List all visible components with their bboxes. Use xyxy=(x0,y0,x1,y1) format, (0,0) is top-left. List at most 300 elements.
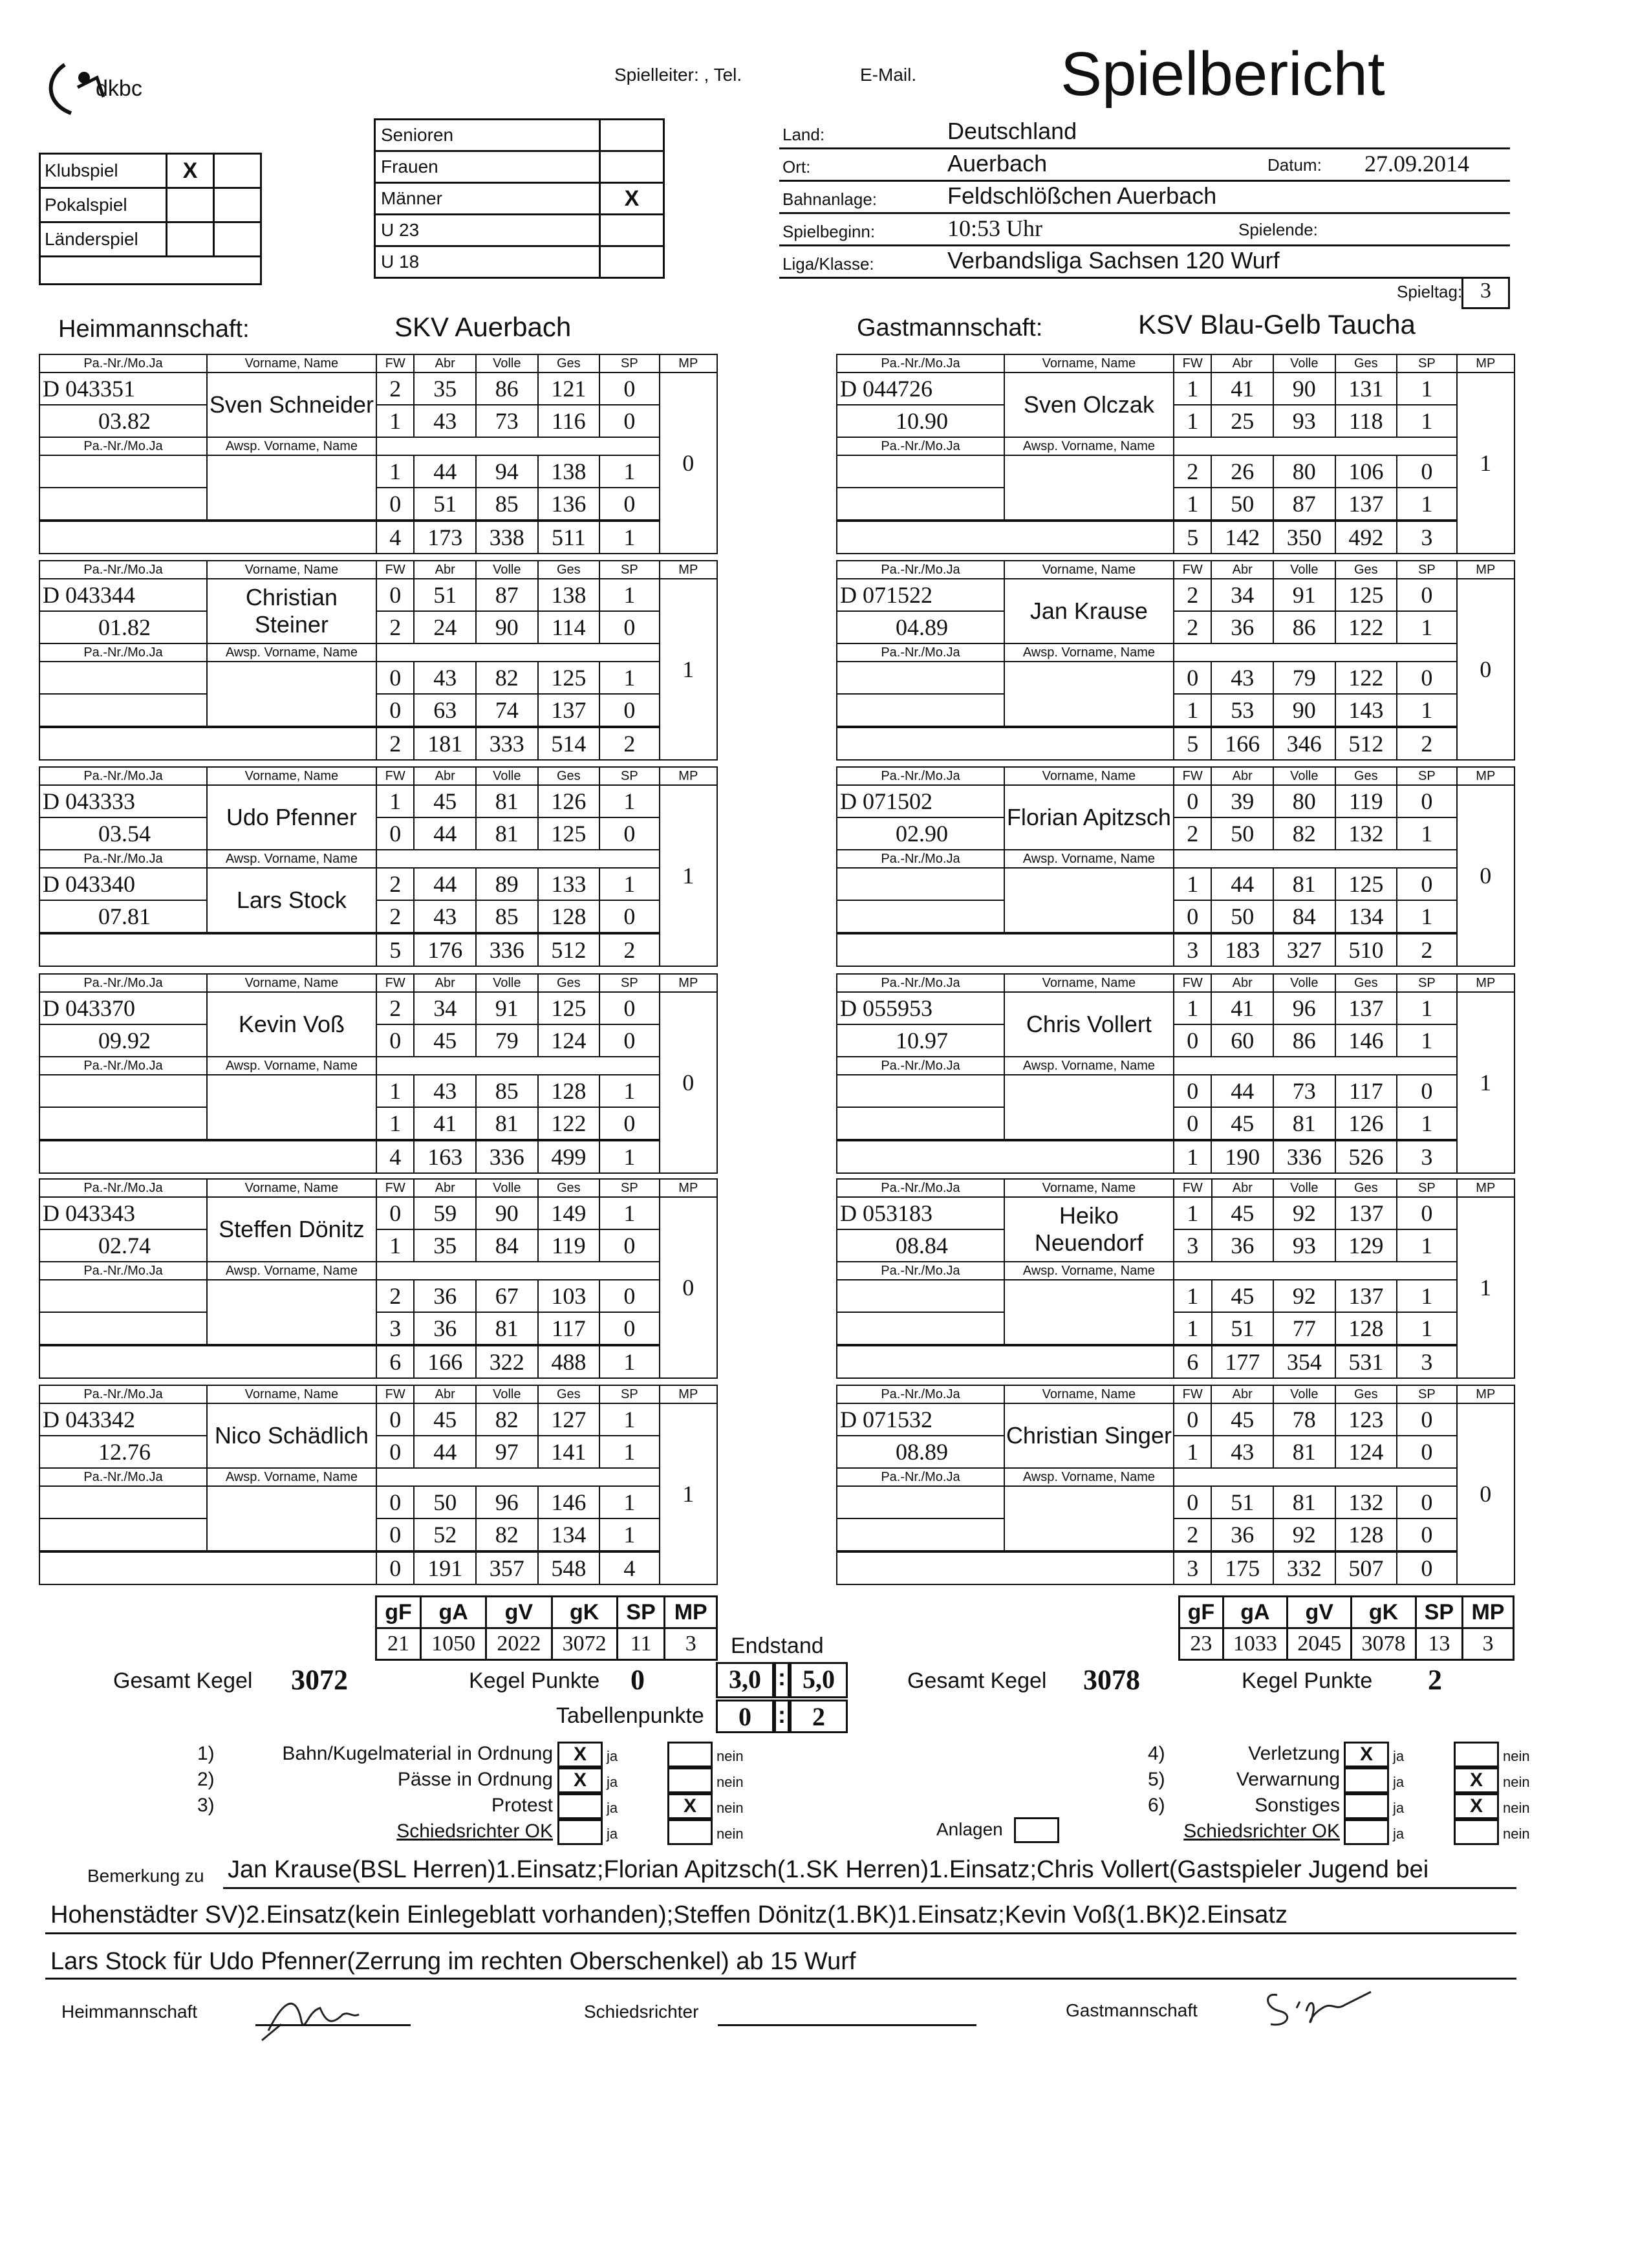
check-ja-box[interactable]: X xyxy=(1344,1742,1389,1767)
score-cell: 44 xyxy=(414,817,476,850)
home-total: 21 xyxy=(376,1628,421,1660)
total-cell: 163 xyxy=(414,1140,476,1173)
score-cell: 0 xyxy=(599,992,659,1024)
score-cell: 74 xyxy=(476,694,538,727)
score-cell: 0 xyxy=(1174,662,1212,694)
score-cell: 1 xyxy=(376,785,415,817)
endstand-home: 3,0 xyxy=(716,1662,774,1698)
header-awsp: Awsp. Vorname, Name xyxy=(207,437,376,455)
score-cell: 0 xyxy=(1174,1024,1212,1057)
header-fw: FW xyxy=(376,1385,415,1403)
score-cell: 51 xyxy=(414,579,476,611)
check-nein-box[interactable] xyxy=(667,1819,713,1845)
total-cell: 531 xyxy=(1335,1345,1397,1378)
header-sp: SP xyxy=(1397,561,1456,579)
home-player-table xyxy=(39,1385,718,1585)
score-cell: 1 xyxy=(599,1486,659,1518)
score-cell: 1 xyxy=(1397,611,1456,643)
score-cell: 1 xyxy=(1174,373,1212,405)
score-cell: 91 xyxy=(476,992,538,1024)
score-cell: 103 xyxy=(538,1280,600,1312)
score-cell: 43 xyxy=(414,662,476,694)
score-cell: 2 xyxy=(1174,817,1212,850)
header-pa: Pa.-Nr./Mo.Ja xyxy=(39,974,207,992)
score-cell: 1 xyxy=(599,455,659,488)
header-fw: FW xyxy=(1174,974,1212,992)
sub-id xyxy=(39,1075,207,1107)
score-cell: 1 xyxy=(1174,1436,1212,1468)
score-cell: 117 xyxy=(538,1312,600,1345)
remarks-label: Bemerkung zu xyxy=(87,1866,204,1886)
totals-head: gA xyxy=(420,1597,486,1628)
player-id: D 043351 xyxy=(39,373,207,405)
check-nein-box[interactable] xyxy=(667,1767,713,1793)
score-cell: 60 xyxy=(1211,1024,1273,1057)
header-mp: MP xyxy=(660,561,717,579)
score-cell: 36 xyxy=(1212,1229,1274,1262)
score-cell: 122 xyxy=(1335,611,1397,643)
home-player-table xyxy=(39,973,718,1174)
category-label: U 23 xyxy=(375,215,600,246)
header-fw: FW xyxy=(1174,1179,1212,1197)
endstand-guest: 5,0 xyxy=(790,1662,848,1698)
score-cell: 81 xyxy=(476,785,538,817)
score-cell: 67 xyxy=(476,1280,538,1312)
player-name: Sven Schneider xyxy=(207,373,376,437)
player-mp: 1 xyxy=(1457,373,1514,554)
sub-name xyxy=(207,1075,376,1140)
header-pa: Pa.-Nr./Mo.Ja xyxy=(837,437,1004,455)
check-ja-box[interactable] xyxy=(1344,1819,1389,1845)
home-kp-value: 0 xyxy=(630,1664,645,1696)
nein-label: nein xyxy=(1503,1800,1530,1816)
beginn-value: 10:53 Uhr xyxy=(947,215,1042,241)
header-abr: Abr xyxy=(1211,1385,1273,1403)
header-pa: Pa.-Nr./Mo.Ja xyxy=(837,354,1004,373)
nein-label: nein xyxy=(1503,1774,1530,1790)
header-pa: Pa.-Nr./Mo.Ja xyxy=(39,767,207,785)
score-cell: 0 xyxy=(1397,1197,1456,1229)
total-cell: 510 xyxy=(1335,933,1397,966)
header-fw: FW xyxy=(376,974,415,992)
remarks-line-1: Jan Krause(BSL Herren)1.Einsatz;Florian Apitzsch(1.SK Herren)1.Einsatz;Chris Vollert(Gastspieler Jugend bei xyxy=(228,1856,1429,1883)
sub-name: Lars Stock xyxy=(207,868,376,933)
guest-team-label: Gastmannschaft: xyxy=(857,314,1043,341)
score-cell: 90 xyxy=(476,1197,538,1229)
score-cell: 51 xyxy=(414,488,476,521)
score-cell: 52 xyxy=(414,1518,476,1551)
player-name: Christian Singer xyxy=(1004,1403,1174,1468)
player-id: D 043370 xyxy=(39,992,207,1024)
header-sp: SP xyxy=(599,354,659,373)
total-cell: 6 xyxy=(1174,1345,1212,1378)
score-cell: 0 xyxy=(1397,868,1456,900)
score-cell: 44 xyxy=(1211,868,1273,900)
header-volle: Volle xyxy=(1273,354,1335,373)
sub-year xyxy=(837,1107,1004,1140)
score-cell: 43 xyxy=(414,900,476,933)
sub-id xyxy=(837,1486,1004,1518)
guest-player-table xyxy=(836,1178,1515,1379)
check-nein-box[interactable]: X xyxy=(667,1793,713,1819)
header-name: Vorname, Name xyxy=(1004,974,1174,992)
score-cell: 36 xyxy=(414,1280,476,1312)
score-cell: 26 xyxy=(1211,455,1273,488)
player-id: D 043344 xyxy=(39,579,207,611)
header-pa: Pa.-Nr./Mo.Ja xyxy=(837,974,1004,992)
header-mp: MP xyxy=(1457,1179,1514,1197)
header-abr: Abr xyxy=(1212,1179,1274,1197)
score-cell: 1 xyxy=(599,785,659,817)
score-cell: 1 xyxy=(1397,1312,1456,1345)
score-cell: 81 xyxy=(476,1312,538,1345)
ja-label: ja xyxy=(607,1800,618,1816)
home-total: 3072 xyxy=(552,1628,617,1660)
sub-name xyxy=(1004,1486,1174,1551)
guest-player-table xyxy=(836,354,1515,554)
score-cell: 0 xyxy=(376,579,415,611)
score-cell: 122 xyxy=(538,1107,600,1140)
match-type-row xyxy=(40,222,261,257)
check-ja-box[interactable]: X xyxy=(557,1742,603,1767)
score-cell: 0 xyxy=(1397,1075,1456,1107)
header-abr: Abr xyxy=(1211,561,1273,579)
score-cell: 1 xyxy=(1397,694,1456,727)
header-sp: SP xyxy=(599,974,659,992)
score-cell: 36 xyxy=(1211,611,1273,643)
header-fw: FW xyxy=(376,354,415,373)
score-cell: 2 xyxy=(1174,611,1212,643)
home-gesamt-value: 3072 xyxy=(291,1664,348,1696)
score-cell: 0 xyxy=(1397,1436,1456,1468)
player-name: Nico Schädlich xyxy=(207,1403,376,1468)
sub-year xyxy=(39,1107,207,1140)
sub-year xyxy=(837,694,1004,727)
player-id: D 043342 xyxy=(39,1403,207,1436)
check-label: Schiedsrichter OK xyxy=(396,1820,553,1842)
score-cell: 25 xyxy=(1211,405,1273,437)
guest-gesamt-label: Gesamt Kegel xyxy=(907,1669,1047,1693)
ja-label: ja xyxy=(1393,1800,1405,1816)
check-nein-box[interactable] xyxy=(667,1742,713,1767)
total-cell: 499 xyxy=(538,1140,600,1173)
score-cell: 125 xyxy=(538,817,600,850)
check-ja-box[interactable] xyxy=(557,1793,603,1819)
score-cell: 59 xyxy=(414,1197,476,1229)
header-abr: Abr xyxy=(414,354,476,373)
score-cell: 1 xyxy=(376,1229,415,1262)
guest-signature-label: Gastmannschaft xyxy=(1066,2000,1198,2020)
guest-player-table xyxy=(836,560,1515,761)
total-cell: 332 xyxy=(1273,1551,1335,1584)
score-cell: 0 xyxy=(1397,1518,1456,1551)
score-cell: 0 xyxy=(376,694,415,727)
score-cell: 63 xyxy=(414,694,476,727)
score-cell: 90 xyxy=(476,611,538,643)
header-volle: Volle xyxy=(476,561,538,579)
match-type-mark xyxy=(167,222,214,257)
score-cell: 1 xyxy=(1397,1107,1456,1140)
score-cell: 1 xyxy=(376,405,415,437)
match-type-label: Länderspiel xyxy=(40,222,167,257)
total-cell: 177 xyxy=(1212,1345,1274,1378)
score-cell: 2 xyxy=(376,373,415,405)
sub-id xyxy=(39,1280,207,1312)
header-mp: MP xyxy=(1457,767,1514,785)
header-pa: Pa.-Nr./Mo.Ja xyxy=(39,1468,207,1486)
category-label: Senioren xyxy=(375,120,600,151)
score-cell: 36 xyxy=(1211,1518,1273,1551)
score-cell: 90 xyxy=(1273,694,1335,727)
total-cell: 488 xyxy=(538,1345,600,1378)
header-mp: MP xyxy=(660,354,717,373)
sub-name xyxy=(207,1486,376,1551)
totals-head: gA xyxy=(1223,1597,1287,1628)
player-year: 02.74 xyxy=(39,1229,207,1262)
score-cell: 125 xyxy=(1335,579,1397,611)
check-nein-box[interactable]: X xyxy=(1454,1793,1499,1819)
header-fw: FW xyxy=(376,1179,415,1197)
score-cell: 1 xyxy=(376,1107,415,1140)
header-awsp: Awsp. Vorname, Name xyxy=(207,1057,376,1075)
remarks-line-2: Hohenstädter SV)2.Einsatz(kein Einlegeblatt vorhanden);Steffen Dönitz(1.BK)1.Einsatz;Kevin Voß(1.BK)2.Einsatz xyxy=(50,1901,1288,1928)
guest-team-name: KSV Blau-Gelb Taucha xyxy=(1138,309,1416,340)
score-cell: 0 xyxy=(1174,900,1212,933)
header-volle: Volle xyxy=(1273,1385,1335,1403)
score-cell: 1 xyxy=(1397,1024,1456,1057)
ort-value: Auerbach xyxy=(947,150,1048,177)
score-cell: 1 xyxy=(1397,817,1456,850)
check-ja-box[interactable]: X xyxy=(557,1767,603,1793)
score-cell: 114 xyxy=(538,611,600,643)
score-cell: 0 xyxy=(599,1024,659,1057)
header-sp: SP xyxy=(1397,354,1456,373)
player-name: Christian Steiner xyxy=(207,579,376,643)
score-cell: 87 xyxy=(1273,488,1335,521)
header-ges: Ges xyxy=(538,1179,600,1197)
score-cell: 125 xyxy=(538,662,600,694)
score-cell: 146 xyxy=(1335,1024,1397,1057)
match-type-label: Klubspiel xyxy=(40,154,167,188)
header-ges: Ges xyxy=(538,974,600,992)
tab-label: Tabellenpunkte xyxy=(556,1703,704,1728)
player-name: Steffen Dönitz xyxy=(207,1197,376,1262)
header-pa: Pa.-Nr./Mo.Ja xyxy=(39,354,207,373)
totals-head: MP xyxy=(1462,1597,1513,1628)
ja-label: ja xyxy=(607,1774,618,1790)
header-mp: MP xyxy=(1457,561,1514,579)
category-mark xyxy=(600,151,664,183)
score-cell: 1 xyxy=(1174,992,1212,1024)
player-id: D 071522 xyxy=(837,579,1004,611)
score-cell: 92 xyxy=(1273,1197,1335,1229)
header-ges: Ges xyxy=(1335,1385,1397,1403)
total-cell: 1 xyxy=(599,1345,659,1378)
header-awsp: Awsp. Vorname, Name xyxy=(1004,1057,1174,1075)
total-cell: 333 xyxy=(476,727,538,760)
header-pa: Pa.-Nr./Mo.Ja xyxy=(837,643,1004,662)
header-name: Vorname, Name xyxy=(1004,354,1174,373)
home-player-table xyxy=(39,766,718,967)
score-cell: 0 xyxy=(376,1486,415,1518)
home-player-table xyxy=(39,1178,718,1379)
score-cell: 0 xyxy=(599,694,659,727)
score-cell: 1 xyxy=(1397,1229,1456,1262)
score-cell: 73 xyxy=(1273,1075,1335,1107)
score-cell: 81 xyxy=(1273,1486,1335,1518)
header-name: Vorname, Name xyxy=(1004,767,1174,785)
score-cell: 24 xyxy=(414,611,476,643)
check-number: 4) xyxy=(1148,1743,1165,1764)
score-cell: 43 xyxy=(414,1075,476,1107)
total-cell: 4 xyxy=(376,1140,415,1173)
score-cell: 34 xyxy=(1211,579,1273,611)
header-sp: SP xyxy=(599,1385,659,1403)
guest-totals-table xyxy=(1178,1595,1514,1661)
category-mark: X xyxy=(600,183,664,215)
score-cell: 126 xyxy=(538,785,600,817)
score-cell: 1 xyxy=(1397,373,1456,405)
score-cell: 82 xyxy=(476,662,538,694)
header-awsp: Awsp. Vorname, Name xyxy=(1004,1262,1174,1280)
score-cell: 3 xyxy=(376,1312,415,1345)
score-cell: 138 xyxy=(538,579,600,611)
score-cell: 50 xyxy=(1211,488,1273,521)
score-cell: 1 xyxy=(1397,900,1456,933)
score-cell: 44 xyxy=(414,455,476,488)
total-cell: 512 xyxy=(538,933,600,966)
header-pa: Pa.-Nr./Mo.Ja xyxy=(39,1262,207,1280)
player-id: D 071532 xyxy=(837,1403,1004,1436)
check-ja-box[interactable] xyxy=(557,1819,603,1845)
score-cell: 1 xyxy=(599,662,659,694)
header-awsp: Awsp. Vorname, Name xyxy=(1004,1468,1174,1486)
total-cell: 2 xyxy=(1397,727,1456,760)
score-cell: 143 xyxy=(1335,694,1397,727)
header-name: Vorname, Name xyxy=(207,354,376,373)
header-mp: MP xyxy=(1457,974,1514,992)
total-cell: 350 xyxy=(1273,521,1335,554)
header-volle: Volle xyxy=(476,767,538,785)
score-cell: 128 xyxy=(1335,1312,1397,1345)
total-cell: 2 xyxy=(599,727,659,760)
total-cell: 336 xyxy=(476,1140,538,1173)
score-cell: 50 xyxy=(414,1486,476,1518)
check-ja-box[interactable] xyxy=(1344,1767,1389,1793)
header-volle: Volle xyxy=(476,974,538,992)
check-label: Verwarnung xyxy=(1236,1769,1340,1790)
header-volle: Volle xyxy=(1273,974,1335,992)
header-awsp: Awsp. Vorname, Name xyxy=(207,1468,376,1486)
player-id: D 053183 xyxy=(837,1197,1004,1229)
anlagen-box xyxy=(1014,1817,1059,1843)
score-cell: 0 xyxy=(376,1197,415,1229)
header-fw: FW xyxy=(1174,354,1212,373)
score-cell: 1 xyxy=(599,1518,659,1551)
score-cell: 2 xyxy=(1174,1518,1212,1551)
score-cell: 44 xyxy=(414,1436,476,1468)
score-cell: 1 xyxy=(599,868,659,900)
score-cell: 1 xyxy=(1174,1197,1212,1229)
home-total: 11 xyxy=(617,1628,665,1660)
score-cell: 0 xyxy=(1397,1403,1456,1436)
sub-id xyxy=(837,1075,1004,1107)
sub-id xyxy=(837,455,1004,488)
score-cell: 0 xyxy=(376,817,415,850)
score-cell: 45 xyxy=(1211,1107,1273,1140)
header-name: Vorname, Name xyxy=(207,561,376,579)
total-cell: 181 xyxy=(414,727,476,760)
check-label: Bahn/Kugelmaterial in Ordnung xyxy=(282,1743,553,1764)
score-cell: 0 xyxy=(599,405,659,437)
guest-kp-value: 2 xyxy=(1428,1664,1442,1696)
header-ges: Ges xyxy=(1335,1179,1397,1197)
total-cell: 0 xyxy=(1397,1551,1456,1584)
header-pa: Pa.-Nr./Mo.Ja xyxy=(39,437,207,455)
player-mp: 0 xyxy=(1457,579,1514,760)
player-id: D 044726 xyxy=(837,373,1004,405)
score-cell: 79 xyxy=(476,1024,538,1057)
score-cell: 1 xyxy=(376,1075,415,1107)
score-cell: 45 xyxy=(1212,1280,1274,1312)
spielleiter-label: Spielleiter: , Tel. xyxy=(614,65,742,85)
score-cell: 34 xyxy=(414,992,476,1024)
totals-head: gF xyxy=(376,1597,421,1628)
total-cell: 6 xyxy=(376,1345,415,1378)
player-name: Jan Krause xyxy=(1004,579,1174,643)
sub-year xyxy=(837,1312,1004,1345)
total-cell: 176 xyxy=(414,933,476,966)
score-cell: 45 xyxy=(414,1024,476,1057)
score-cell: 45 xyxy=(414,1403,476,1436)
guest-total: 23 xyxy=(1180,1628,1223,1660)
score-cell: 41 xyxy=(414,1107,476,1140)
check-nein-box[interactable]: X xyxy=(1454,1767,1499,1793)
header-abr: Abr xyxy=(414,1179,476,1197)
score-cell: 134 xyxy=(538,1518,600,1551)
score-cell: 1 xyxy=(599,1197,659,1229)
header-pa: Pa.-Nr./Mo.Ja xyxy=(837,1179,1004,1197)
header-abr: Abr xyxy=(1211,974,1273,992)
score-cell: 87 xyxy=(476,579,538,611)
header-mp: MP xyxy=(660,767,717,785)
guest-player-table xyxy=(836,1385,1515,1585)
player-id: D 071502 xyxy=(837,785,1004,817)
total-cell: 354 xyxy=(1273,1345,1335,1378)
score-cell: 51 xyxy=(1212,1312,1274,1345)
header-sp: SP xyxy=(1397,1385,1456,1403)
header-pa: Pa.-Nr./Mo.Ja xyxy=(39,643,207,662)
header-mp: MP xyxy=(1457,1385,1514,1403)
totals-head: gK xyxy=(1352,1597,1416,1628)
check-nein-box[interactable] xyxy=(1454,1819,1499,1845)
match-type-row xyxy=(40,188,261,222)
sub-id xyxy=(39,455,207,488)
score-cell: 50 xyxy=(1211,817,1273,850)
check-nein-box[interactable] xyxy=(1454,1742,1499,1767)
total-cell: 512 xyxy=(1335,727,1397,760)
score-cell: 1 xyxy=(1174,405,1212,437)
header-fw: FW xyxy=(1174,561,1212,579)
score-cell: 97 xyxy=(476,1436,538,1468)
score-cell: 0 xyxy=(599,1229,659,1262)
home-kp-label: Kegel Punkte xyxy=(469,1669,600,1693)
totals-head: gK xyxy=(552,1597,617,1628)
check-ja-box[interactable] xyxy=(1344,1793,1389,1819)
header-ges: Ges xyxy=(538,767,600,785)
header-volle: Volle xyxy=(476,1385,538,1403)
sub-id xyxy=(837,1280,1004,1312)
